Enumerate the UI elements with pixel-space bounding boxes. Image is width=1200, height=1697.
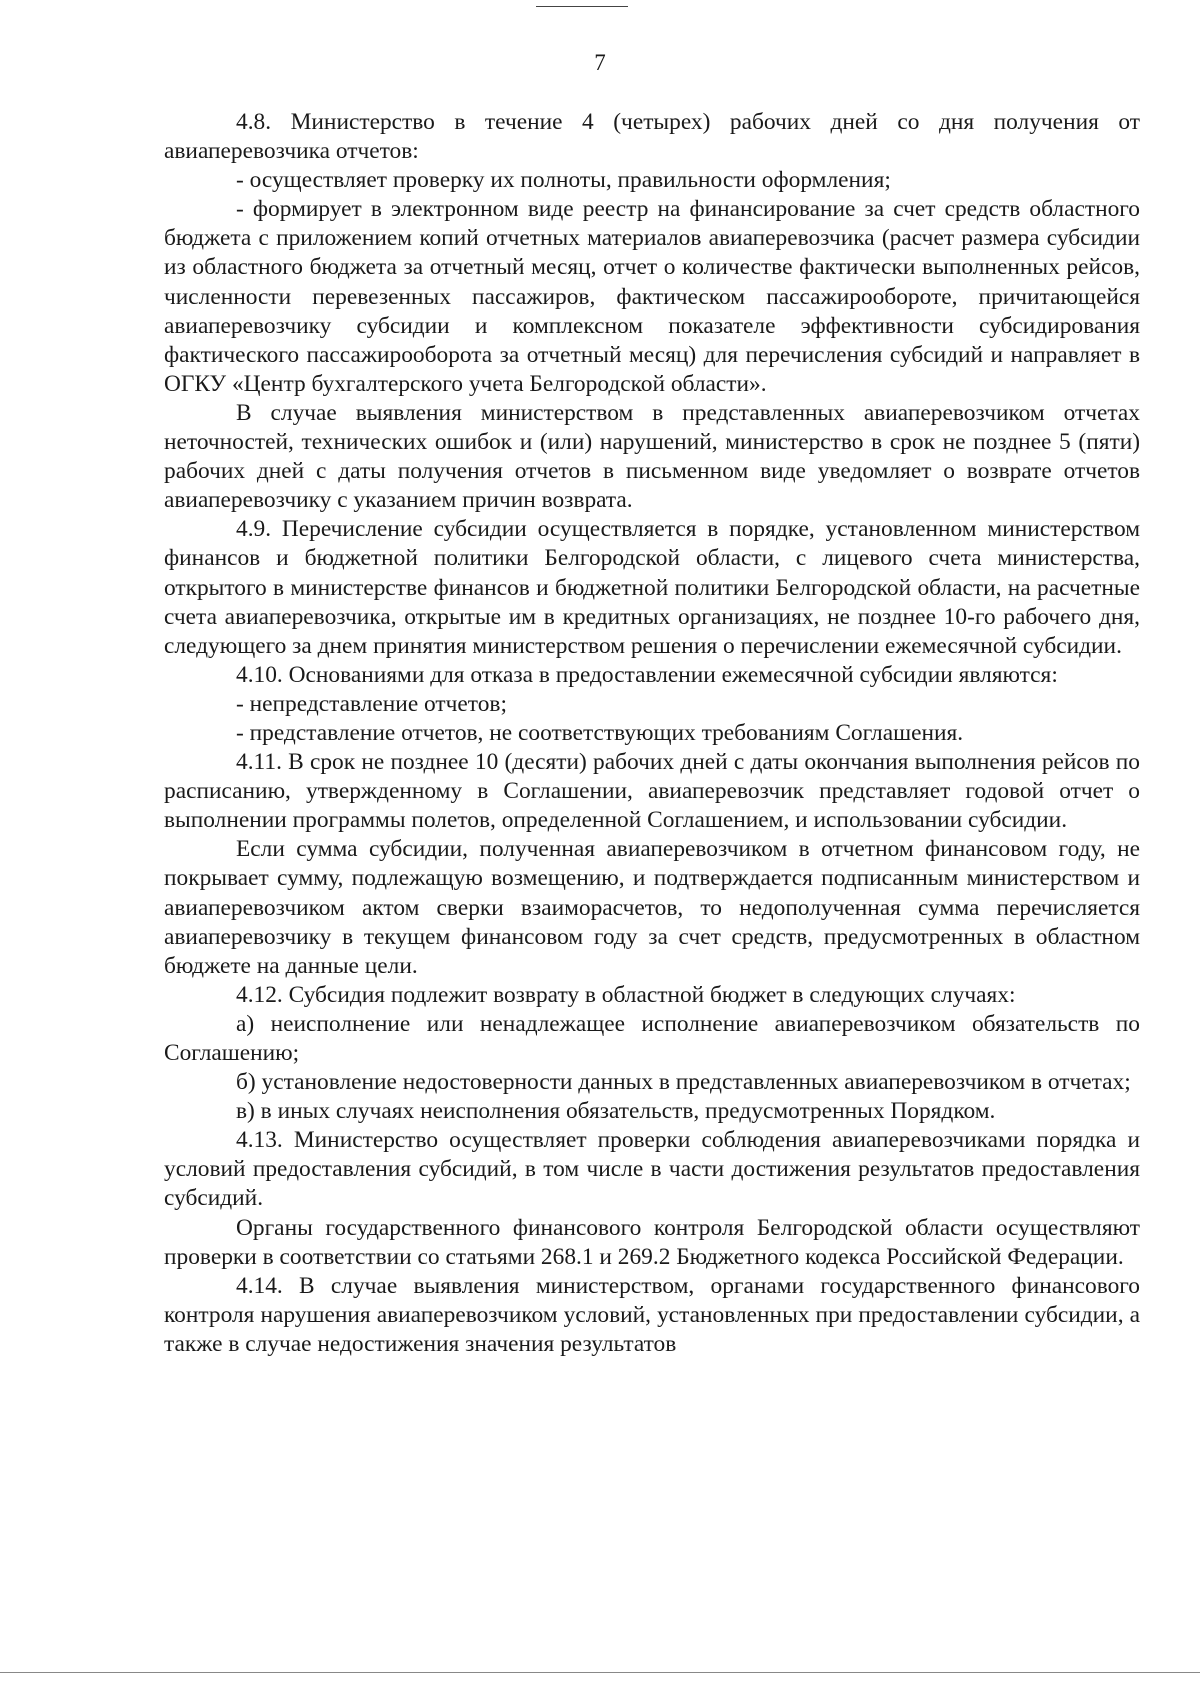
paragraph-4-11: 4.11. В срок не позднее 10 (десяти) рабочих дней с даты окончания выполнения рейсов по расписанию, утвержденному в Соглашении, авиаперевозчик представляет годовой отчет о выполнении программы полетов, определенной Соглашением, и использовании субсидии.: [164, 749, 1140, 834]
scan-artifact-line: [536, 6, 628, 7]
page-number: 7: [594, 50, 606, 75]
paragraph-list-item: в) в иных случаях неисполнения обязательств, предусмотренных Порядком.: [236, 1098, 996, 1125]
paragraph: Органы государственного финансового контроля Белгородской области осуществляют проверки в соответствии со статьями 268.1 и 269.2 Бюджетного кодекса Российской Федерации.: [164, 1214, 1140, 1270]
paragraph-4-13: 4.13. Министерство осуществляет проверки соблюдения авиаперевозчиками порядка и условий предоставления субсидий, в том числе в части достижения результатов предоставления субсидий.: [164, 1127, 1140, 1212]
paragraph-4-10: 4.10. Основаниями для отказа в предоставлении ежемесячной субсидии являются:: [236, 661, 1058, 688]
paragraph-list-item: - непредставление отчетов;: [236, 690, 507, 717]
paragraph-list-item: - представление отчетов, не соответствующих требованиям Соглашения.: [236, 719, 964, 746]
paragraph-4-9: 4.9. Перечисление субсидии осуществляется в порядке, установленном министерством финансов и бюджетной политики Белгородской области, с лицевого счета министерства, открытого в министерстве финансов и бюджетной политики Белгородской области, на расчетные счета авиаперевозчика, открытые им в кредитных организациях, не позднее 10-го рабочего дня, следующего за днем принятия министерством решения о перечислении ежемесячной субсидии.: [164, 516, 1140, 659]
paragraph-list-item: - формирует в электронном виде реестр на финансирование за счет средств областного бюджета с приложением копий отчетных материалов авиаперевозчика (расчет размера субсидии из областного бюджета за отчетный месяц, отчет о количестве фактически выполненных рейсов, численности перевезенных пассажиров, фактическом пассажирообороте, причитающейся авиаперевозчику субсидии и комплексном показателе эффективности субсидирования фактического пассажирооборота за отчетный месяц) для перечисления субсидий и направляет в ОГКУ «Центр бухгалтерского учета Белгородской области».: [164, 196, 1140, 397]
paragraph: В случае выявления министерством в представленных авиаперевозчиком отчетах неточностей, технических ошибок и (или) нарушений, министерство в срок не позднее 5 (пяти) рабочих дней с даты получения отчетов в письменном виде уведомляет о возврате отчетов авиаперевозчику с указанием причин возврата.: [164, 399, 1140, 514]
paragraph-4-8: 4.8. Министерство в течение 4 (четырех) рабочих дней со дня получения от авиаперевозчика отчетов:: [164, 109, 1140, 165]
paragraph-list-item: - осуществляет проверку их полноты, правильности оформления;: [236, 167, 891, 194]
paragraph: Если сумма субсидии, полученная авиаперевозчиком в отчетном финансовом году, не покрывает сумму, подлежащую возмещению, и подтверждается подписанным министерством и авиаперевозчиком актом сверки взаиморасчетов, то недополученная сумма перечисляется авиаперевозчику в текущем финансовом году за счет средств, предусмотренных в областном бюджете на данные цели.: [164, 836, 1140, 979]
document-body: [164, 108, 1140, 1359]
paragraph-list-item: б) установление недостоверности данных в представленных авиаперевозчиком в отчетах;: [236, 1069, 1131, 1096]
paragraph-list-item: а) неисполнение или ненадлежащее исполнение авиаперевозчиком обязательств по Соглашению;: [164, 1010, 1140, 1066]
scan-artifact-line: [0, 1672, 1200, 1673]
paragraph-4-14: 4.14. В случае выявления министерством, органами государственного финансового контроля нарушения авиаперевозчиком условий, установленных при предоставлении субсидии, а также в случае недостижения значения результатов: [164, 1272, 1140, 1357]
paragraph-4-12: 4.12. Субсидия подлежит возврату в областной бюджет в следующих случаях:: [236, 981, 1016, 1008]
